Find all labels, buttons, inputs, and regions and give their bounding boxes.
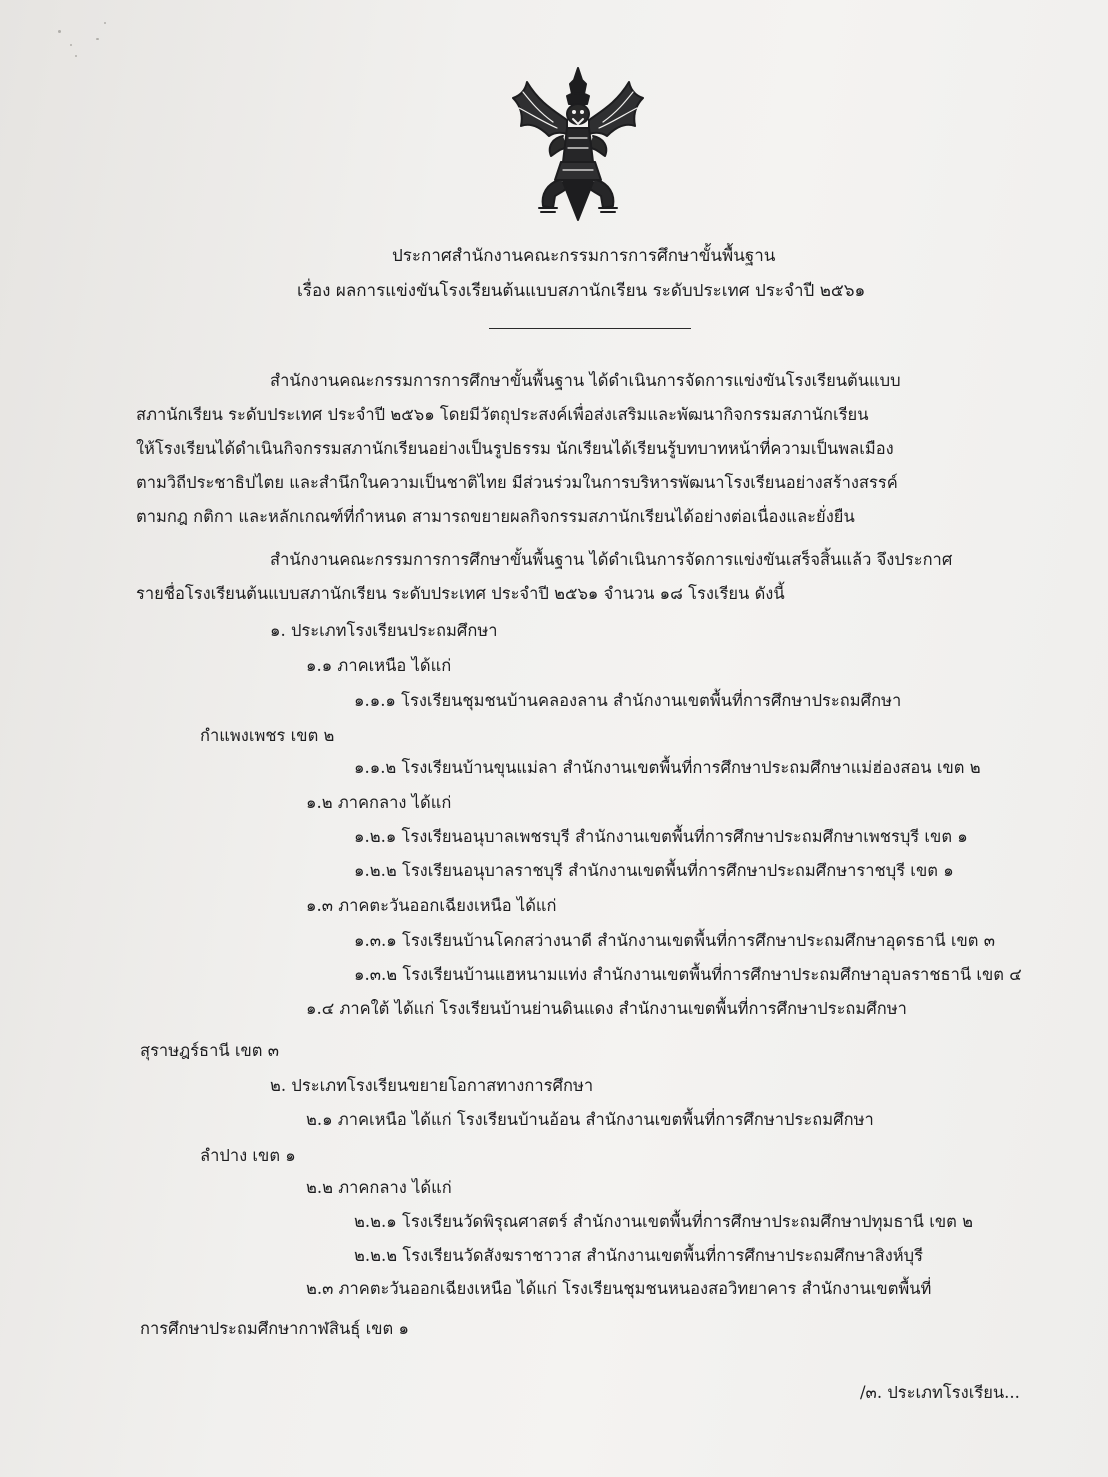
garuda-emblem-icon xyxy=(503,62,653,232)
paragraph-2-line: สำนักงานคณะกรรมการการศึกษาขั้นพื้นฐาน ได้ดำเนินการจัดการแข่งขันเสร็จสิ้นแล้ว จึงประกาศ xyxy=(270,550,953,569)
list-item: ๑.๓.๑ โรงเรียนบ้านโคกสว่างนาดี สำนักงานเขตพื้นที่การศึกษาประถมศึกษาอุดรธานี เขต ๓ xyxy=(354,931,996,950)
list-item: ๑.๒.๒ โรงเรียนอนุบาลราชบุรี สำนักงานเขตพื้นที่การศึกษาประถมศึกษาราชบุรี เขต ๑ xyxy=(354,861,954,880)
list-region-heading: ๑.๑ ภาคเหนือ ได้แก่ xyxy=(306,656,452,675)
list-section-heading: ๒. ประเภทโรงเรียนขยายโอกาสทางการศึกษา xyxy=(270,1076,594,1095)
paragraph-2-line: รายชื่อโรงเรียนต้นแบบสภานักเรียน ระดับประเทศ ประจำปี ๒๕๖๑ จำนวน ๑๘ โรงเรียน ดังนี้ xyxy=(136,584,785,603)
continuation-note: /๓. ประเภทโรงเรียน... xyxy=(860,1383,1020,1402)
list-region-heading: ๑.๓ ภาคตะวันออกเฉียงเหนือ ได้แก่ xyxy=(306,896,557,915)
list-item: ๑.๑.๑ โรงเรียนชุมชนบ้านคลองลาน สำนักงานเขตพื้นที่การศึกษาประถมศึกษา xyxy=(354,691,902,710)
paragraph-1-line: ให้โรงเรียนได้ดำเนินกิจกรรมสภานักเรียนอย่างเป็นรูปธรรม นักเรียนได้เรียนรู้บทบาทหน้าที่ความเป็นพลเมือง xyxy=(136,439,894,458)
list-region-heading: ๑.๒ ภาคกลาง ได้แก่ xyxy=(306,793,452,812)
paragraph-1-line: สภานักเรียน ระดับประเทศ ประจำปี ๒๕๖๑ โดยมีวัตถุประสงค์เพื่อส่งเสริมและพัฒนากิจกรรมสภานักเรียน xyxy=(136,405,869,424)
paragraph-1-line: ตามวิถีประชาธิปไตย และสำนึกในความเป็นชาติไทย มีส่วนร่วมในการบริหารพัฒนาโรงเรียนอย่างสร้างสรรค์ xyxy=(136,473,898,492)
list-item: ๑.๓.๒ โรงเรียนบ้านแฮหนามแท่ง สำนักงานเขตพื้นที่การศึกษาประถมศึกษาอุบลราชธานี เขต ๔ xyxy=(354,965,1022,984)
list-item: ๒.๒.๒ โรงเรียนวัดสังฆราชาวาส สำนักงานเขตพื้นที่การศึกษาประถมศึกษาสิงห์บุรี xyxy=(354,1246,923,1265)
paper-speck xyxy=(58,30,61,33)
paper-speck xyxy=(104,22,106,24)
list-region-heading: ๑.๔ ภาคใต้ ได้แก่ โรงเรียนบ้านย่านดินแดง สำนักงานเขตพื้นที่การศึกษาประถมศึกษา xyxy=(306,999,907,1018)
list-item-continuation: สุราษฎร์ธานี เขต ๓ xyxy=(140,1041,280,1060)
list-item-continuation: ลำปาง เขต ๑ xyxy=(200,1146,296,1165)
list-item: ๑.๑.๒ โรงเรียนบ้านขุนแม่ลา สำนักงานเขตพื้นที่การศึกษาประถมศึกษาแม่ฮ่องสอน เขต ๒ xyxy=(354,758,981,777)
heading-line-1: ประกาศสำนักงานคณะกรรมการการศึกษาขั้นพื้นฐาน xyxy=(392,246,776,266)
paper-speck xyxy=(96,38,99,40)
paper-speck xyxy=(75,55,77,57)
list-item-continuation: กำแพงเพชร เขต ๒ xyxy=(200,726,335,745)
list-section-heading: ๑. ประเภทโรงเรียนประถมศึกษา xyxy=(270,621,498,640)
list-region-heading: ๒.๒ ภาคกลาง ได้แก่ xyxy=(306,1178,452,1197)
heading-divider xyxy=(489,328,691,329)
paper-speck xyxy=(70,44,72,46)
list-item: ๒.๒.๑ โรงเรียนวัดพิรุณศาสตร์ สำนักงานเขตพื้นที่การศึกษาประถมศึกษาปทุมธานี เขต ๒ xyxy=(354,1212,973,1231)
list-region-heading: ๒.๓ ภาคตะวันออกเฉียงเหนือ ได้แก่ โรงเรียนชุมชนหนองสอวิทยาคาร สำนักงานเขตพื้นที่ xyxy=(306,1279,932,1298)
heading-line-2: เรื่อง ผลการแข่งขันโรงเรียนต้นแบบสภานักเรียน ระดับประเทศ ประจำปี ๒๕๖๑ xyxy=(297,281,866,301)
list-item-continuation: การศึกษาประถมศึกษากาฬสินธุ์ เขต ๑ xyxy=(140,1319,409,1338)
list-item: ๑.๒.๑ โรงเรียนอนุบาลเพชรบุรี สำนักงานเขตพื้นที่การศึกษาประถมศึกษาเพชรบุรี เขต ๑ xyxy=(354,827,968,846)
paragraph-1-line: ตามกฎ กติกา และหลักเกณฑ์ที่กำหนด สามารถขยายผลกิจกรรมสภานักเรียนได้อย่างต่อเนื่องและยั่งยืน xyxy=(136,507,855,526)
paragraph-1-line: สำนักงานคณะกรรมการการศึกษาขั้นพื้นฐาน ได้ดำเนินการจัดการแข่งขันโรงเรียนต้นแบบ xyxy=(270,371,901,390)
list-region-heading: ๒.๑ ภาคเหนือ ได้แก่ โรงเรียนบ้านอ้อน สำนักงานเขตพื้นที่การศึกษาประถมศึกษา xyxy=(306,1110,874,1129)
